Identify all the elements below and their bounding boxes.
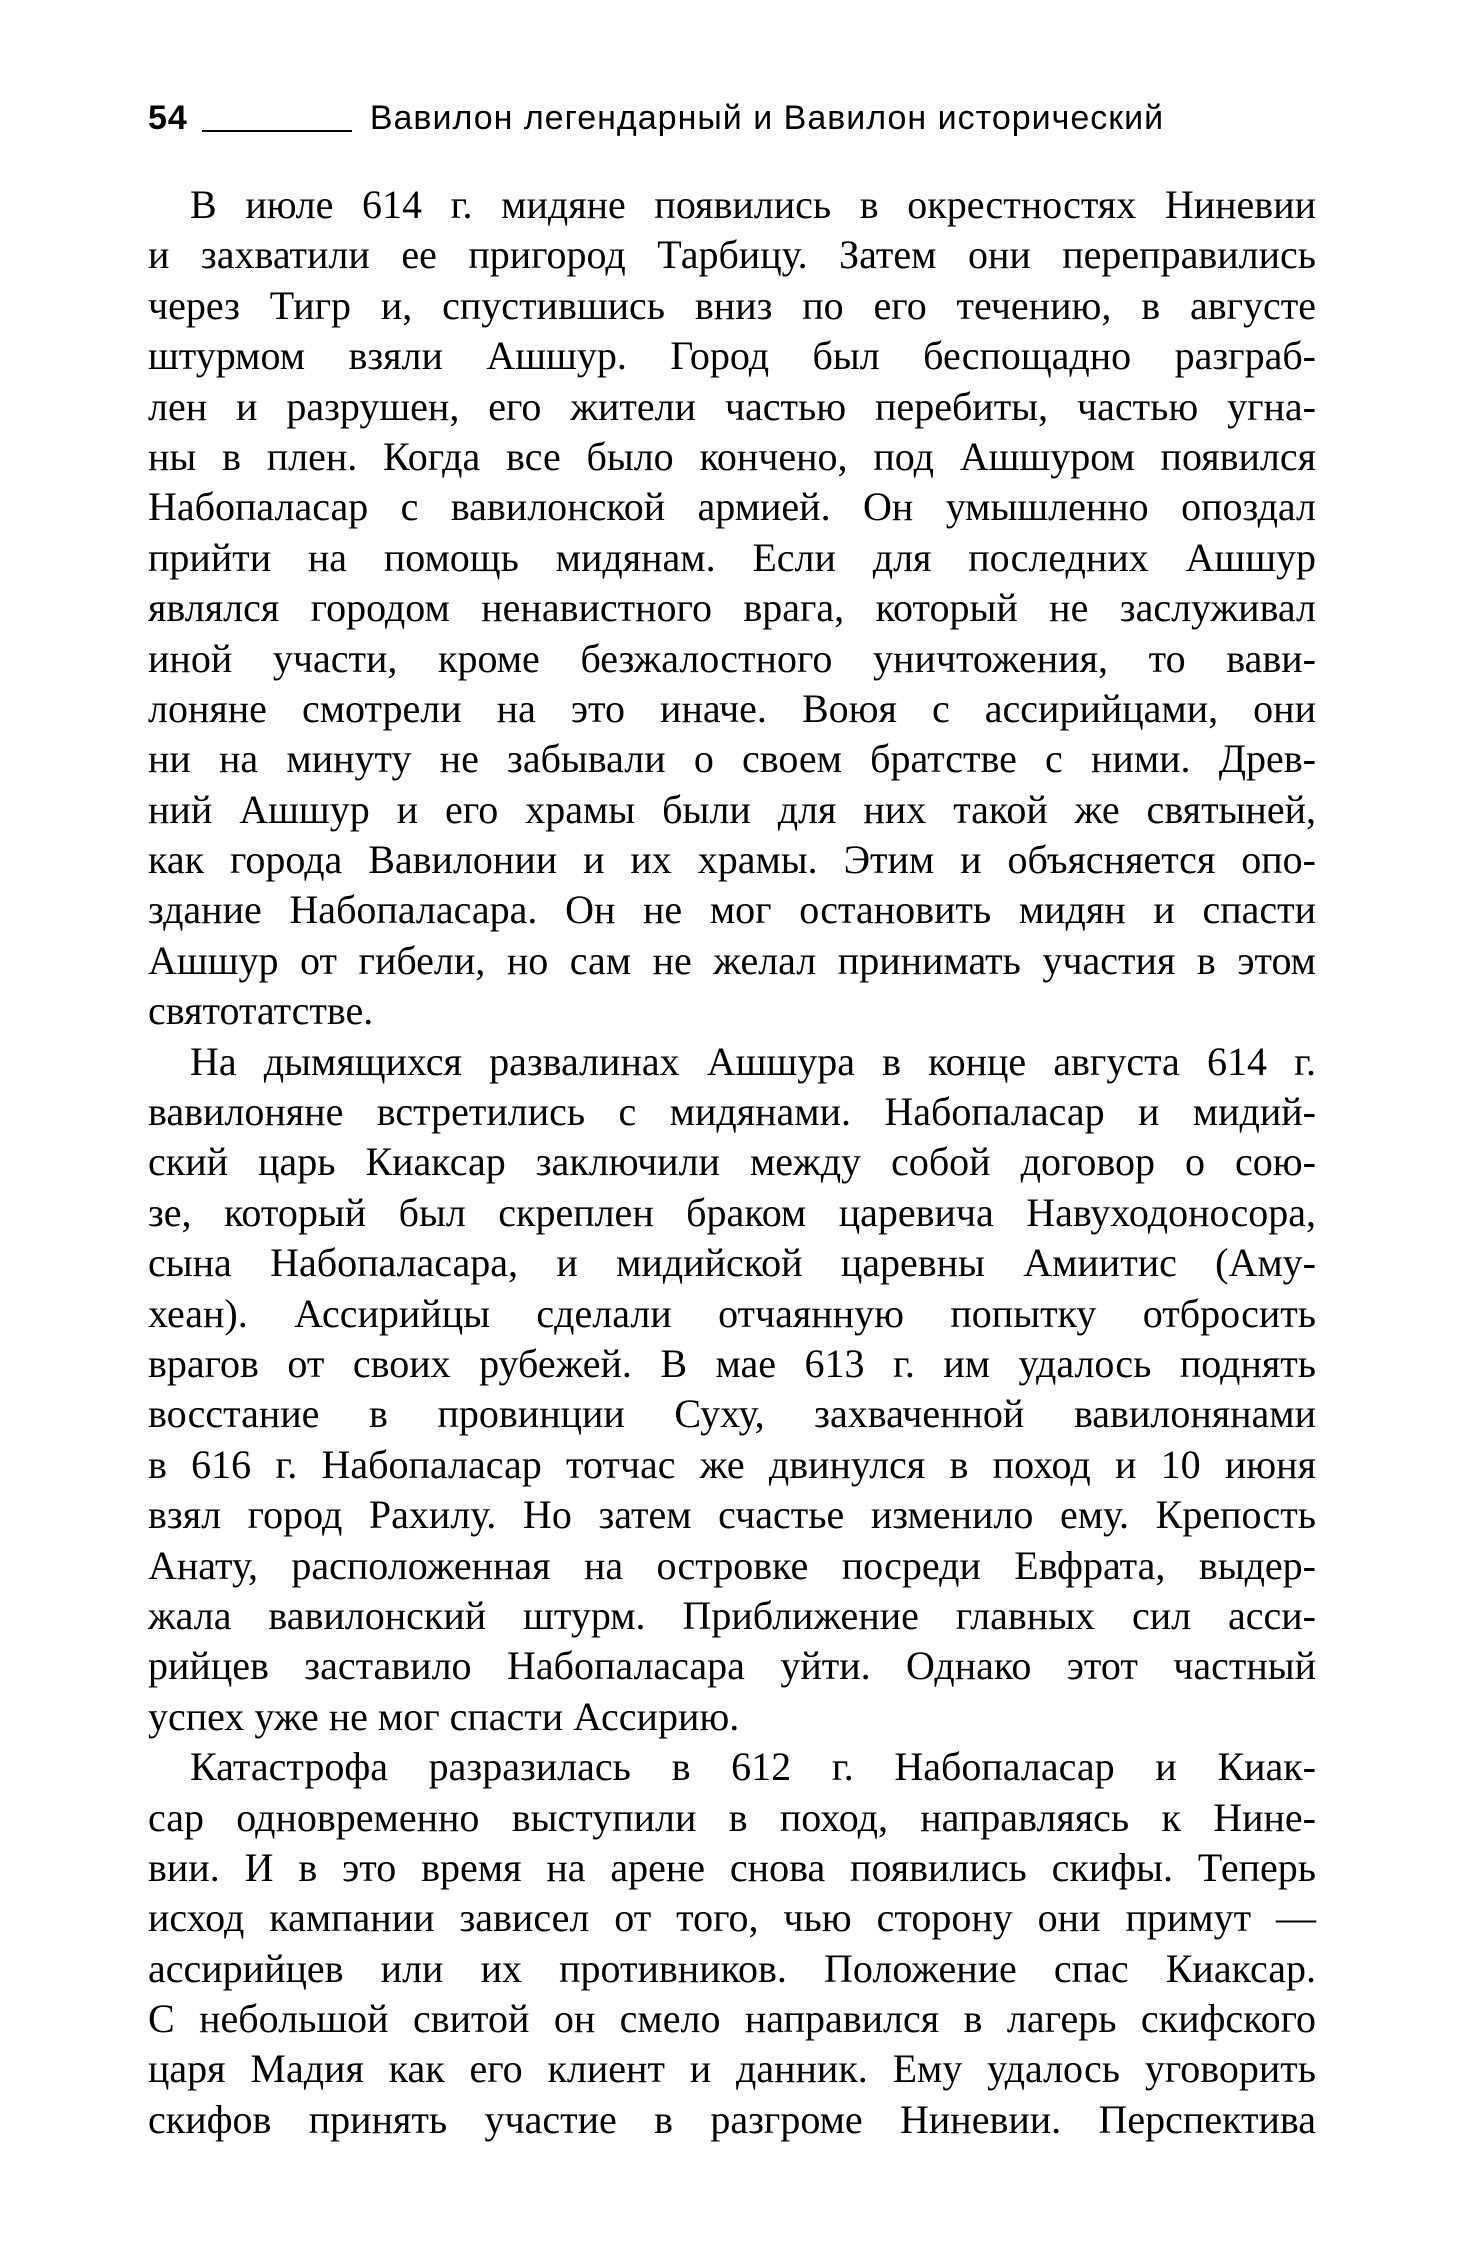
text-line: ский царь Киаксар заключили между собой договор о сою- bbox=[148, 1139, 1316, 1185]
text-line: вавилоняне встретились с мидянами. Набопаласар и мидий- bbox=[148, 1089, 1316, 1135]
text-line: восстание в провинции Суху, захваченной вавилонянами bbox=[148, 1391, 1316, 1437]
paragraph bbox=[148, 180, 1316, 1037]
text-line: С небольшой свитой он смело направился в лагерь скифского bbox=[148, 1996, 1316, 2042]
text-line: вии. И в это время на арене снова появились скифы. Теперь bbox=[148, 1844, 1316, 1890]
text-line: в 616 г. Набопаласар тотчас же двинулся в поход и 10 июня bbox=[148, 1441, 1316, 1487]
text-line: ассирийцев или их противников. Положение спас Киаксар. bbox=[148, 1945, 1316, 1991]
paragraph bbox=[148, 1037, 1316, 1742]
text-line: штурмом взяли Ашшур. Город был беспощадно разграб- bbox=[148, 333, 1316, 379]
text-line: являлся городом ненавистного врага, который не заслуживал bbox=[148, 585, 1316, 631]
text-line: успех уже не мог спасти Ассирию. bbox=[148, 1693, 740, 1739]
text-line: Ашшур от гибели, но сам не желал принимать участия в этом bbox=[148, 937, 1316, 983]
page-number: 54 bbox=[148, 99, 188, 137]
text-line: взял город Рахилу. Но затем счастье изменило ему. Крепость bbox=[148, 1492, 1316, 1538]
text-line: ни на минуту не забывали о своем братстве с ними. Древ- bbox=[148, 736, 1316, 782]
text-line: сар одновременно выступили в поход, направляясь к Нине- bbox=[148, 1794, 1316, 1840]
text-line: рийцев заставило Набопаласара уйти. Однако этот частный bbox=[148, 1643, 1316, 1689]
paragraph bbox=[148, 1742, 1316, 2145]
text-line: ний Ашшур и его храмы были для них такой же святыней, bbox=[148, 786, 1316, 832]
text-line: и захватили ее пригород Тарбицу. Затем они переправились bbox=[148, 232, 1316, 278]
text-line: как города Вавилонии и их храмы. Этим и объясняется опо- bbox=[148, 837, 1316, 883]
text-line: врагов от своих рубежей. В мае 613 г. им удалось поднять bbox=[148, 1340, 1316, 1386]
header-rule bbox=[202, 130, 352, 132]
text-line: хеан). Ассирийцы сделали отчаянную попытку отбросить bbox=[148, 1290, 1316, 1336]
running-head bbox=[148, 88, 1320, 138]
text-line: В июле 614 г. мидяне появились в окрестностях Ниневии bbox=[190, 182, 1316, 227]
body-text bbox=[148, 180, 1316, 2145]
text-line: исход кампании зависел от того, чью сторону они примут — bbox=[148, 1895, 1316, 1941]
text-line: царя Мадия как его клиент и данник. Ему удалось уговорить bbox=[148, 2046, 1316, 2092]
text-line: Катастрофа разразилась в 612 г. Набопаласар и Киак- bbox=[190, 1744, 1316, 1790]
text-line: сына Набопаласара, и мидийской царевны Амиитис (Аму- bbox=[148, 1240, 1316, 1286]
running-title: Вавилон легендарный и Вавилон исторический bbox=[369, 99, 1165, 137]
text-line: святотатстве. bbox=[148, 988, 374, 1034]
text-line: На дымящихся развалинах Ашшура в конце августа 614 г. bbox=[190, 1038, 1316, 1084]
text-line: Набопаласар с вавилонской армией. Он умышленно опоздал bbox=[148, 484, 1316, 530]
text-line: жала вавилонский штурм. Приближение главных сил асси- bbox=[148, 1592, 1316, 1638]
text-line: лен и разрушен, его жители частью перебиты, частью угна- bbox=[148, 383, 1316, 429]
text-line: скифов принять участие в разгроме Ниневии. Перспектива bbox=[148, 2096, 1316, 2142]
text-line: здание Набопаласара. Он не мог остановить мидян и спасти bbox=[148, 887, 1316, 933]
text-line: прийти на помощь мидянам. Если для последних Ашшур bbox=[148, 534, 1316, 580]
text-line: зе, который был скреплен браком царевича Навуходоносора, bbox=[148, 1189, 1316, 1235]
text-line: лоняне смотрели на это иначе. Воюя с ассирийцами, они bbox=[148, 685, 1316, 731]
text-line: Анату, расположенная на островке посреди Евфрата, выдер- bbox=[148, 1542, 1316, 1588]
text-line: ны в плен. Когда все было кончено, под Ашшуром появился bbox=[148, 433, 1316, 479]
text-line: иной участи, кроме безжалостного уничтожения, то вави- bbox=[148, 635, 1316, 681]
text-line: через Тигр и, спустившись вниз по его течению, в августе bbox=[148, 282, 1316, 328]
